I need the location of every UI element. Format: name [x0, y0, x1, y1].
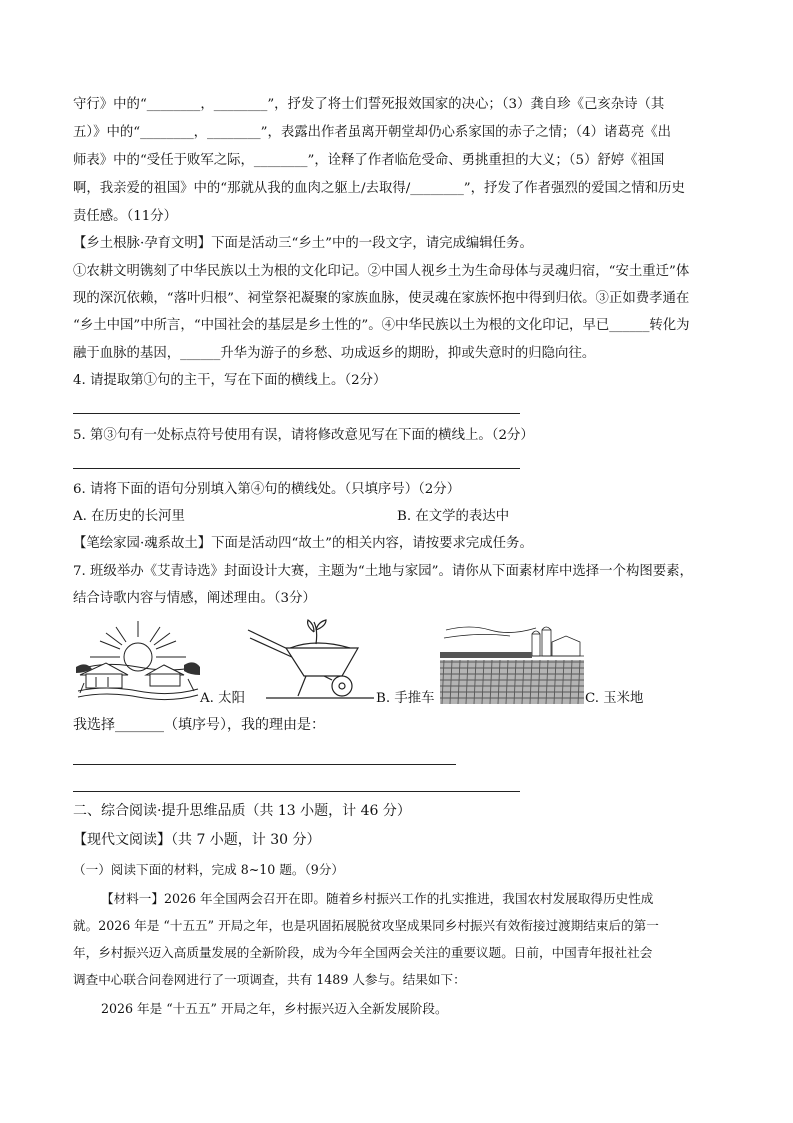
section-heading-xiangtu: 【乡土根脉·孕育文明】下面是活动三“乡土”中的一段文字，请完成编辑任务。 [73, 236, 533, 251]
choice-prompt: 我选择_______（填序号），我的理由是： [73, 717, 325, 733]
subsection-one-heading: （一）阅读下面的材料，完成 8~10 题。（9分） [73, 862, 344, 877]
answer-line-q5[interactable] [73, 468, 520, 469]
question-4: 4. 请提取第①句的主干，写在下面的横线上。（2分） [73, 373, 387, 388]
part-two-heading: 二、综合阅读·提升思维品质（共 13 小题，计 46 分） [73, 803, 411, 819]
material-one-line-2: 就。2026 年是 “十五五” 开局之年，也是巩固拓展脱贫攻坚成果同乡村振兴有效衔接过渡期结束后的第一 [73, 918, 659, 933]
option-a: A. 在历史的长河里 [73, 509, 185, 524]
question-5: 5. 第③句有一处标点符号使用有误，请将修改意见写在下面的横线上。（2分） [73, 428, 534, 443]
answer-line-q7-1[interactable] [73, 764, 456, 765]
cornfield-image [440, 616, 584, 704]
poem-question-line-5: 责任感。（11分） [73, 209, 178, 224]
passage-line-2: 现的深沉依赖，“落叶归根”、祠堂祭祀凝聚的家族血脉，使灵魂在家族怀抱中得到归依。③正如费孝通在 [73, 291, 690, 306]
material-one-line-5: 2026 年是 “十五五” 开局之年，乡村振兴迈入全新发展阶段。 [101, 1001, 448, 1016]
modern-reading-heading: 【现代文阅读】（共 7 小题，计 30 分） [73, 832, 321, 848]
poem-question-line-2: 五）》中的“________，________”，表露出作者虽离开朝堂却仍心系家国的赤子之情；（4）诸葛亮《出 [73, 125, 671, 140]
poem-question-line-1: 守行》中的“________，________”，抒发了将士们誓死报效国家的决心；（3）龚自珍《己亥杂诗（其 [73, 97, 665, 112]
caption-b: B. 手推车 [376, 691, 435, 706]
question-7-line-1: 7. 班级举办《艾青诗选》封面设计大赛，主题为“土地与家园”。请你从下面素材库中选择一个构图要素， [73, 564, 693, 579]
question-7-line-2: 结合诗歌内容与情感，阐述理由。（3分） [73, 591, 316, 606]
poem-question-line-3: 师表》中的“受任于败军之际，________”，诠释了作者临危受命、勇挑重担的大义；（5）舒婷《祖国 [73, 153, 665, 168]
passage-line-4: 融于血脉的基因，______升华为游子的乡愁、功成返乡的期盼，抑或失意时的归隐向往。 [73, 346, 596, 361]
caption-a: A. 太阳 [200, 691, 245, 706]
material-one-line-1: 【材料一】2026 年全国两会召开在即。随着乡村振兴工作的扎实推进，我国农村发展取得历史性成 [101, 891, 654, 906]
sun-farmhouse-image [76, 617, 200, 701]
caption-c: C. 玉米地 [585, 691, 644, 706]
option-b: B. 在文学的表达中 [397, 509, 510, 524]
answer-line-q4[interactable] [73, 413, 520, 414]
wheelbarrow-image [246, 618, 376, 700]
question-6: 6. 请将下面的语句分别填入第④句的横线处。（只填序号）（2分） [73, 482, 461, 497]
passage-line-1: ①农耕文明镌刻了中华民族以土为根的文化印记。②中国人视乡土为生命母体与灵魂归宿，“安土重迁”体 [73, 264, 690, 279]
material-one-line-3: 年，乡村振兴迈入高质量发展的全新阶段，成为今年全国两会关注的重要议题。日前，中国青年报社社会 [73, 945, 653, 960]
section-heading-gutu: 【笔绘家园·魂系故土】下面是活动四“故土”的相关内容，请按要求完成任务。 [73, 536, 533, 551]
answer-line-q7-2[interactable] [73, 791, 520, 792]
passage-line-3: “乡土中国”中所言，“中国社会的基层是乡土性的”。④中华民族以土为根的文化印记，早已______转化为 [73, 318, 690, 333]
poem-question-line-4: 啊，我亲爱的祖国》中的“那就从我的血肉之躯上/去取得/________”，抒发了作者强烈的爱国之情和历史 [73, 181, 685, 196]
material-one-line-4: 调查中心联合问卷网进行了一项调查，共有 1489 人参与。结果如下： [73, 972, 466, 987]
